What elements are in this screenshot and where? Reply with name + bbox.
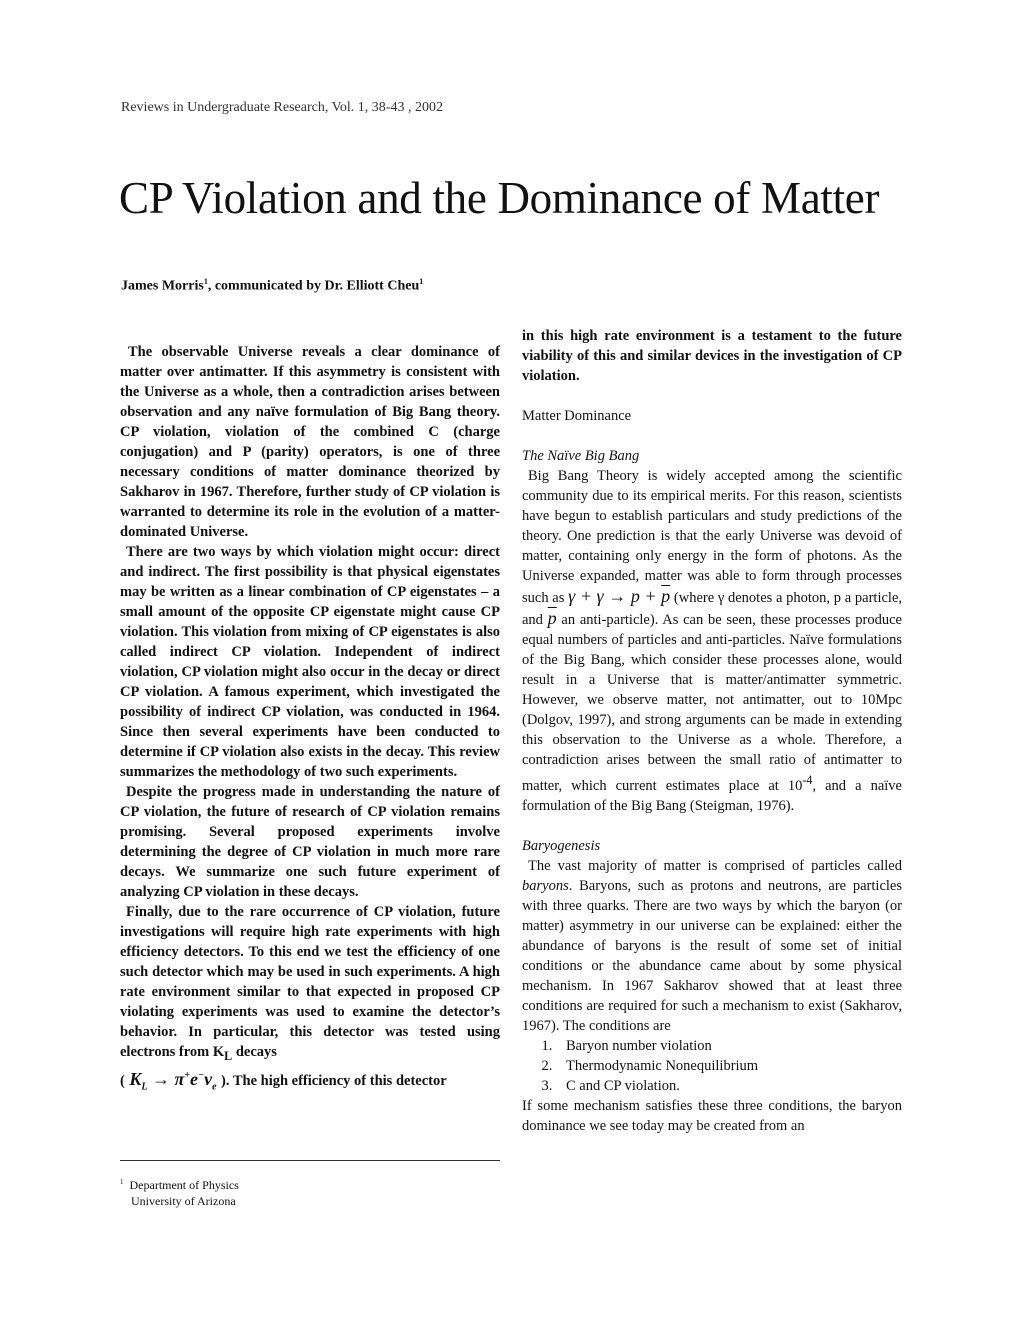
body-paragraph	[522, 856, 902, 1036]
emphasis-text: baryons	[522, 877, 569, 894]
abstract-text: ). The high efficiency of this detector	[221, 1072, 447, 1089]
subsection-heading: Baryogenesis	[522, 837, 601, 854]
subsection-heading: The Naïve Big Bang	[522, 448, 640, 464]
abstract-paragraph: There are two ways by which violation might occur: direct and indirect. The first possibility is that physical eigenstates may be written as a linear combination of CP eigenstates – a small amount of the opposite CP eigenstate might cause CP violation. This violation from mixing of CP eigenstates is also called indirect CP violation. Independent of indirect violation, CP violation might also occur in the decay or direct CP violation. A famous experiment, which investigated the possibility of indirect CP violation, was conducted in 1964. Since then several experiments have been conducted to determine if CP violation also exists in the decay. This review summarizes the methodology of two such experiments.	[120, 544, 500, 780]
subscript: L	[224, 1048, 233, 1063]
footnote-divider	[120, 1160, 500, 1161]
body-paragraph: If some mechanism satisfies these three conditions, the baryon dominance we see today may be created from an	[522, 1097, 902, 1134]
reaction-equation: $\gamma + \gamma \to p + \overline{p}$	[568, 586, 671, 606]
abstract-left-column	[120, 342, 500, 1097]
abstract-continuation: in this high rate environment is a testament to the future viability of this and similar devices in the investigation of CP violation.	[522, 328, 902, 384]
conditions-list	[522, 1036, 902, 1096]
abstract-paragraph: Finally, due to the rare occurrence of CP violation, future investigations will require high rate experiments with high efficiency detectors. To this end we test the efficiency of one such detector which may be used in such experiments. A high rate environment similar to that expected in proposed CP violating experiments was used to examine the detector’s behavior. In particular, this detector was tested using electrons from $K_L$ decays ( $K_L \to \pi^+e^-\nu_e$ ). The high efficiency of this detector	[120, 904, 500, 1093]
body-text: The vast majority of matter is comprised of particles called	[528, 857, 902, 874]
body-text: an anti-particle). As can be seen, these processes produce equal numbers of particles and anti-particles. Naïve formulations of the Big Bang, which consider these processes alone, would result in a Universe that is matter/antimatter symmetric. However, we observe matter, not antimatter, out to 10Mpc (Dolgov, 1997), and strong arguments can be made in extending this observation to the Universe as a whole. Therefore, a contradiction arises between the small ratio of antimatter to matter, which current estimates place at 10	[522, 612, 902, 794]
affiliation-mark: 1	[203, 277, 208, 286]
abstract-paragraph: The observable Universe reveals a clear dominance of matter over antimatter. If this asymmetry is consistent with the Universe as a whole, then a contradiction arises between observation and any naïve formulation of Big Bang theory. CP violation, violation of the combined C (charge conjugation) and P (parity) operators, is one of three necessary conditions of matter dominance theorized by Sakharov in 1967. Therefore, further study of CP violation is warranted to determine its role in the evolution of a matter-dominated Universe.	[120, 344, 500, 540]
abstract-text: Finally, due to the rare occurrence of CP violation, future investigations will require high rate experiments with high efficiency detectors. To this end we test the efficiency of one such detector which may be used in such experiments. A high rate environment similar to that expected in proposed CP violating experiments was used to examine the detector’s behavior. In particular, this detector was tested using electrons from K	[120, 904, 500, 1060]
body-text: , and a naïve formulation of the Big Bang (Steigman, 1976).	[522, 777, 902, 814]
affiliation-mark: 1	[419, 277, 424, 286]
communicated-by: , communicated by Dr. Elliott Cheu	[207, 278, 420, 294]
footnote	[120, 1174, 239, 1209]
footnote-line: Department of Physics	[129, 1178, 239, 1192]
exponent: -4	[802, 773, 813, 787]
section-heading: Matter Dominance	[522, 408, 632, 424]
antiparticle-symbol: $\overline{p}$	[547, 608, 557, 628]
decay-equation: $K_L \to \pi^+e^-\nu_e$	[124, 1068, 217, 1093]
body-text: . Baryons, such as protons and neutrons, are particles with three quarks. There are two ways by which the baryon (or matter) asymmetry in our universe can be explained: either the abundance of baryons is the result of some set of initial conditions or the abundance came about by some physical mechanism. In 1967 Sakharov showed that at least three conditions are required for such a mechanism to exist (Sakharov, 1967). The conditions are	[522, 877, 902, 1034]
condition-item: 3. C and CP violation.	[556, 1076, 902, 1096]
abstract-paragraph: Despite the progress made in understanding the nature of CP violation, the future of research of CP violation remains promising. Several proposed experiments involve determining the degree of CP violation in much more rare decays. We summarize one such future experiment of analyzing CP violation in these decays.	[120, 784, 500, 900]
journal-header: Reviews in Undergraduate Research, Vol. 1, 38-43 , 2002	[121, 100, 443, 115]
right-column	[522, 326, 902, 1136]
abstract-text: decays	[232, 1044, 277, 1060]
author-line	[121, 277, 423, 295]
condition-item: 2. Thermodynamic Nonequilibrium	[556, 1056, 902, 1076]
condition-item: 1. Baryon number violation	[556, 1036, 902, 1056]
footnote-line: University of Arizona	[131, 1194, 236, 1208]
paper-title: CP Violation and the Dominance of Matter	[119, 173, 880, 223]
author-name: James Morris	[121, 278, 204, 294]
body-text: Big Bang Theory is widely accepted among the scientific community due to its empirical merits. For this reason, scientists have begun to establish particulars and study predictions of the theory. One prediction is that the early Universe was devoid of matter, containing only energy in the form of photons. As the Universe expanded, matter was able to form through processes such as	[522, 468, 902, 606]
footnote-mark: 1	[120, 1178, 124, 1186]
body-paragraph	[522, 466, 902, 816]
body-text: (where γ denotes a photon, p a particle, and	[522, 590, 903, 628]
